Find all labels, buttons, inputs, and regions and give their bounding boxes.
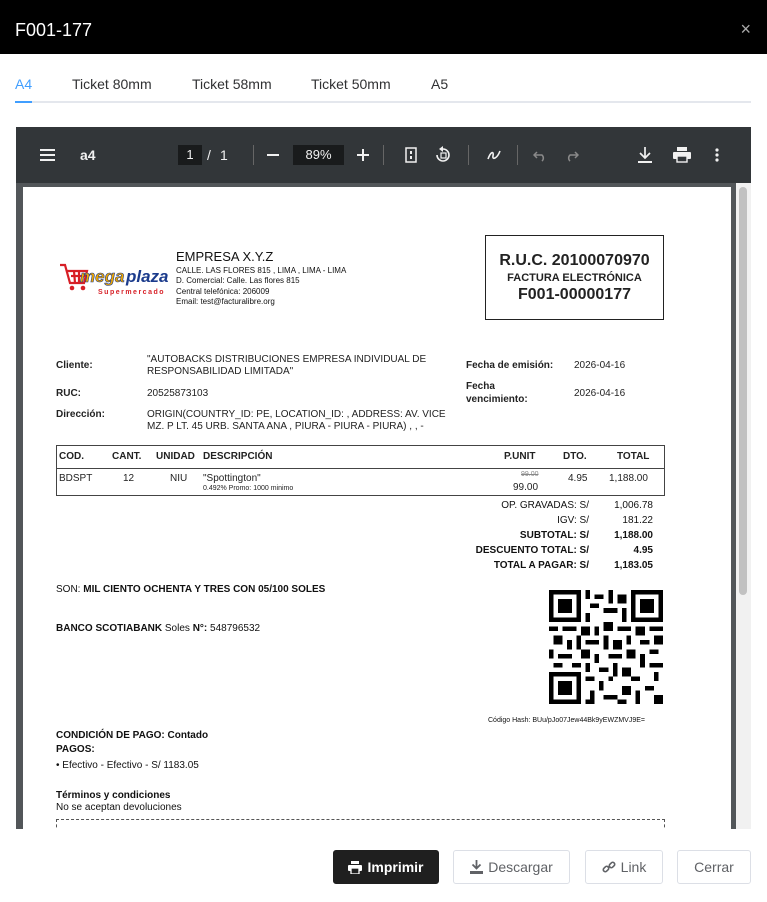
hash-code: Código Hash: BUu/pJo07Jew44Bk9yEWZMVJ9E= xyxy=(488,717,645,724)
qr-code-icon xyxy=(549,590,663,704)
items-table xyxy=(56,445,665,496)
document-name: a4 xyxy=(80,147,96,163)
col-total: TOTAL xyxy=(617,451,650,462)
rotate-icon[interactable] xyxy=(434,146,452,164)
bank-name: BANCO SCOTIABANK xyxy=(56,623,163,634)
pdf-page xyxy=(23,187,731,829)
cliente-value: "AUTOBACKS DISTRIBUCIONES EMPRESA INDIVIDUAL DE RESPONSABILIDAD LIMITADA" xyxy=(147,354,427,377)
page-total: 1 xyxy=(220,147,228,163)
doc-number: F001-00000177 xyxy=(518,286,631,303)
son-value: MIL CIENTO OCHENTA Y TRES CON 05/100 SOLES xyxy=(83,584,326,595)
more-options-icon[interactable] xyxy=(715,147,719,163)
pdf-viewer xyxy=(16,127,751,829)
close-label: Cerrar xyxy=(694,859,734,875)
tab-ticket-50mm[interactable]: Ticket 50mm xyxy=(311,76,391,92)
subtotal-value: 1,188.00 xyxy=(614,530,653,541)
download-label: Descargar xyxy=(488,859,553,875)
col-dto: DTO. xyxy=(563,451,587,462)
terminos-value: No se aceptan devoluciones xyxy=(56,802,182,813)
ruc-box xyxy=(485,235,664,320)
tab-ticket-58mm[interactable]: Ticket 58mm xyxy=(192,76,272,92)
company-name: EMPRESA X.Y.Z xyxy=(176,249,274,264)
link-label: Link xyxy=(620,859,647,875)
pdf-content-area xyxy=(16,183,751,829)
row-punit: 99.00 xyxy=(513,482,539,493)
download-button[interactable] xyxy=(453,850,570,884)
ruc-label: RUC: xyxy=(56,388,81,399)
format-tabs xyxy=(15,68,751,103)
vencimiento-value: 2026-04-16 xyxy=(574,388,626,399)
row-cod: BDSPT xyxy=(59,473,93,484)
redo-icon[interactable] xyxy=(565,148,579,162)
download-icon[interactable] xyxy=(637,146,653,164)
omegaplaza-logo-icon xyxy=(58,259,188,299)
descuento-value: 4.95 xyxy=(633,545,653,556)
son-label: SON: xyxy=(56,584,81,595)
bank-info xyxy=(56,623,260,634)
row-descripcion: "Spottington" xyxy=(203,473,261,484)
modal-header xyxy=(0,0,767,54)
vencimiento-label: Fecha xyxy=(466,381,495,392)
direccion-value: ORIGIN(COUNTRY_ID: PE, LOCATION_ID: , ADDRESS: AV. VICE MZ. P LT. 45 URB. SANTA ANA , PIURA - PIURA - PIURA) , , - xyxy=(147,409,446,432)
close-button[interactable] xyxy=(677,850,751,884)
scrollbar-thumb[interactable] xyxy=(739,187,747,595)
toolbar-divider xyxy=(253,145,254,165)
descuento-label: DESCUENTO TOTAL: S/ xyxy=(475,545,589,556)
doc-type: FACTURA ELECTRÓNICA xyxy=(507,272,642,284)
link-button[interactable] xyxy=(585,850,663,884)
col-cant: CANT. xyxy=(112,451,142,462)
emision-label: Fecha de emisión: xyxy=(466,360,554,371)
undo-icon[interactable] xyxy=(533,148,547,162)
total-pagar-value: 1,183.05 xyxy=(614,560,653,571)
op-gravadas-label: OP. GRAVADAS: S/ xyxy=(501,500,589,511)
pagos-label: PAGOS: xyxy=(56,744,95,755)
row-total: 1,188.00 xyxy=(609,473,648,484)
page-separator: / xyxy=(207,147,211,163)
tab-ticket-80mm[interactable]: Ticket 80mm xyxy=(72,76,152,92)
total-pagar-label: TOTAL A PAGAR: S/ xyxy=(493,560,589,571)
zoom-in-icon[interactable] xyxy=(357,149,369,161)
company-address: CALLE. LAS FLORES 815 , LIMA , LIMA - LIMA xyxy=(176,266,347,275)
tab-a5[interactable]: A5 xyxy=(431,76,449,92)
close-icon[interactable]: × xyxy=(740,19,751,39)
toolbar-divider xyxy=(517,145,518,165)
print-label: Imprimir xyxy=(367,859,424,875)
print-button[interactable] xyxy=(333,850,439,884)
fit-page-icon[interactable] xyxy=(405,147,417,163)
page-number-input[interactable]: 1 xyxy=(178,145,202,165)
print-icon xyxy=(348,861,362,874)
zoom-input[interactable]: 89% xyxy=(293,145,344,165)
condicion-label: CONDICIÓN DE PAGO: xyxy=(56,730,165,741)
col-descripcion: DESCRIPCIÓN xyxy=(203,451,273,462)
active-tab-indicator xyxy=(15,101,32,103)
row-unidad: NIU xyxy=(170,473,188,484)
bank-label: N°: xyxy=(192,623,208,634)
toolbar-divider xyxy=(468,145,469,165)
bank-number: 548796532 xyxy=(210,623,261,634)
ruc-value: 20525873103 xyxy=(147,388,209,399)
subtotal-label: SUBTOTAL: S/ xyxy=(519,530,589,541)
pago-item: • Efectivo - Efectivo - S/ 1183.05 xyxy=(56,760,199,771)
col-punit: P.UNIT xyxy=(504,451,536,462)
payment-condition xyxy=(56,730,208,741)
col-cod: COD. xyxy=(59,451,84,462)
igv-value: 181.22 xyxy=(622,515,653,526)
igv-label: IGV: S/ xyxy=(557,515,589,526)
row-punit-old: 99.00 xyxy=(521,471,539,478)
condicion-value: Contado xyxy=(167,730,209,741)
op-gravadas-value: 1,006.78 xyxy=(614,500,653,511)
company-phone: Central telefónica: 206009 xyxy=(176,287,270,296)
toolbar-divider xyxy=(383,145,384,165)
emision-value: 2026-04-16 xyxy=(574,360,626,371)
company-commercial: D. Comercial: Calle. Las flores 815 xyxy=(176,276,300,285)
ruc-title: R.U.C. 20100070970 xyxy=(499,252,650,269)
col-unidad: UNIDAD xyxy=(156,451,195,462)
row-dto: 4.95 xyxy=(568,473,588,484)
link-icon xyxy=(602,860,616,874)
menu-icon[interactable] xyxy=(40,148,56,162)
direccion-label: Dirección: xyxy=(56,409,105,420)
amount-in-words xyxy=(56,584,325,595)
table-header xyxy=(57,446,664,469)
row-cant: 12 xyxy=(123,473,135,484)
row-promo: 0.492% Promo: 1000 minimo xyxy=(203,485,294,492)
svg-text:Supermercado: Supermercado xyxy=(98,289,166,296)
dashed-section xyxy=(56,819,665,829)
annotate-icon[interactable] xyxy=(486,147,502,163)
print-icon[interactable] xyxy=(673,147,691,163)
terminos-label: Términos y condiciones xyxy=(56,790,171,801)
download-icon xyxy=(470,860,483,874)
pdf-toolbar xyxy=(16,127,751,183)
vencimiento-label-2: vencimiento: xyxy=(466,394,528,405)
bank-currency: Soles xyxy=(164,623,190,634)
svg-text:plaza: plaza xyxy=(126,267,169,286)
tab-a4[interactable]: A4 xyxy=(15,76,33,92)
svg-text:mega: mega xyxy=(80,267,125,286)
company-email: Email: test@facturalibre.org xyxy=(176,297,275,306)
cliente-label: Cliente: xyxy=(56,360,93,371)
zoom-out-icon[interactable] xyxy=(267,154,279,156)
modal-title: F001-177 xyxy=(15,20,93,40)
